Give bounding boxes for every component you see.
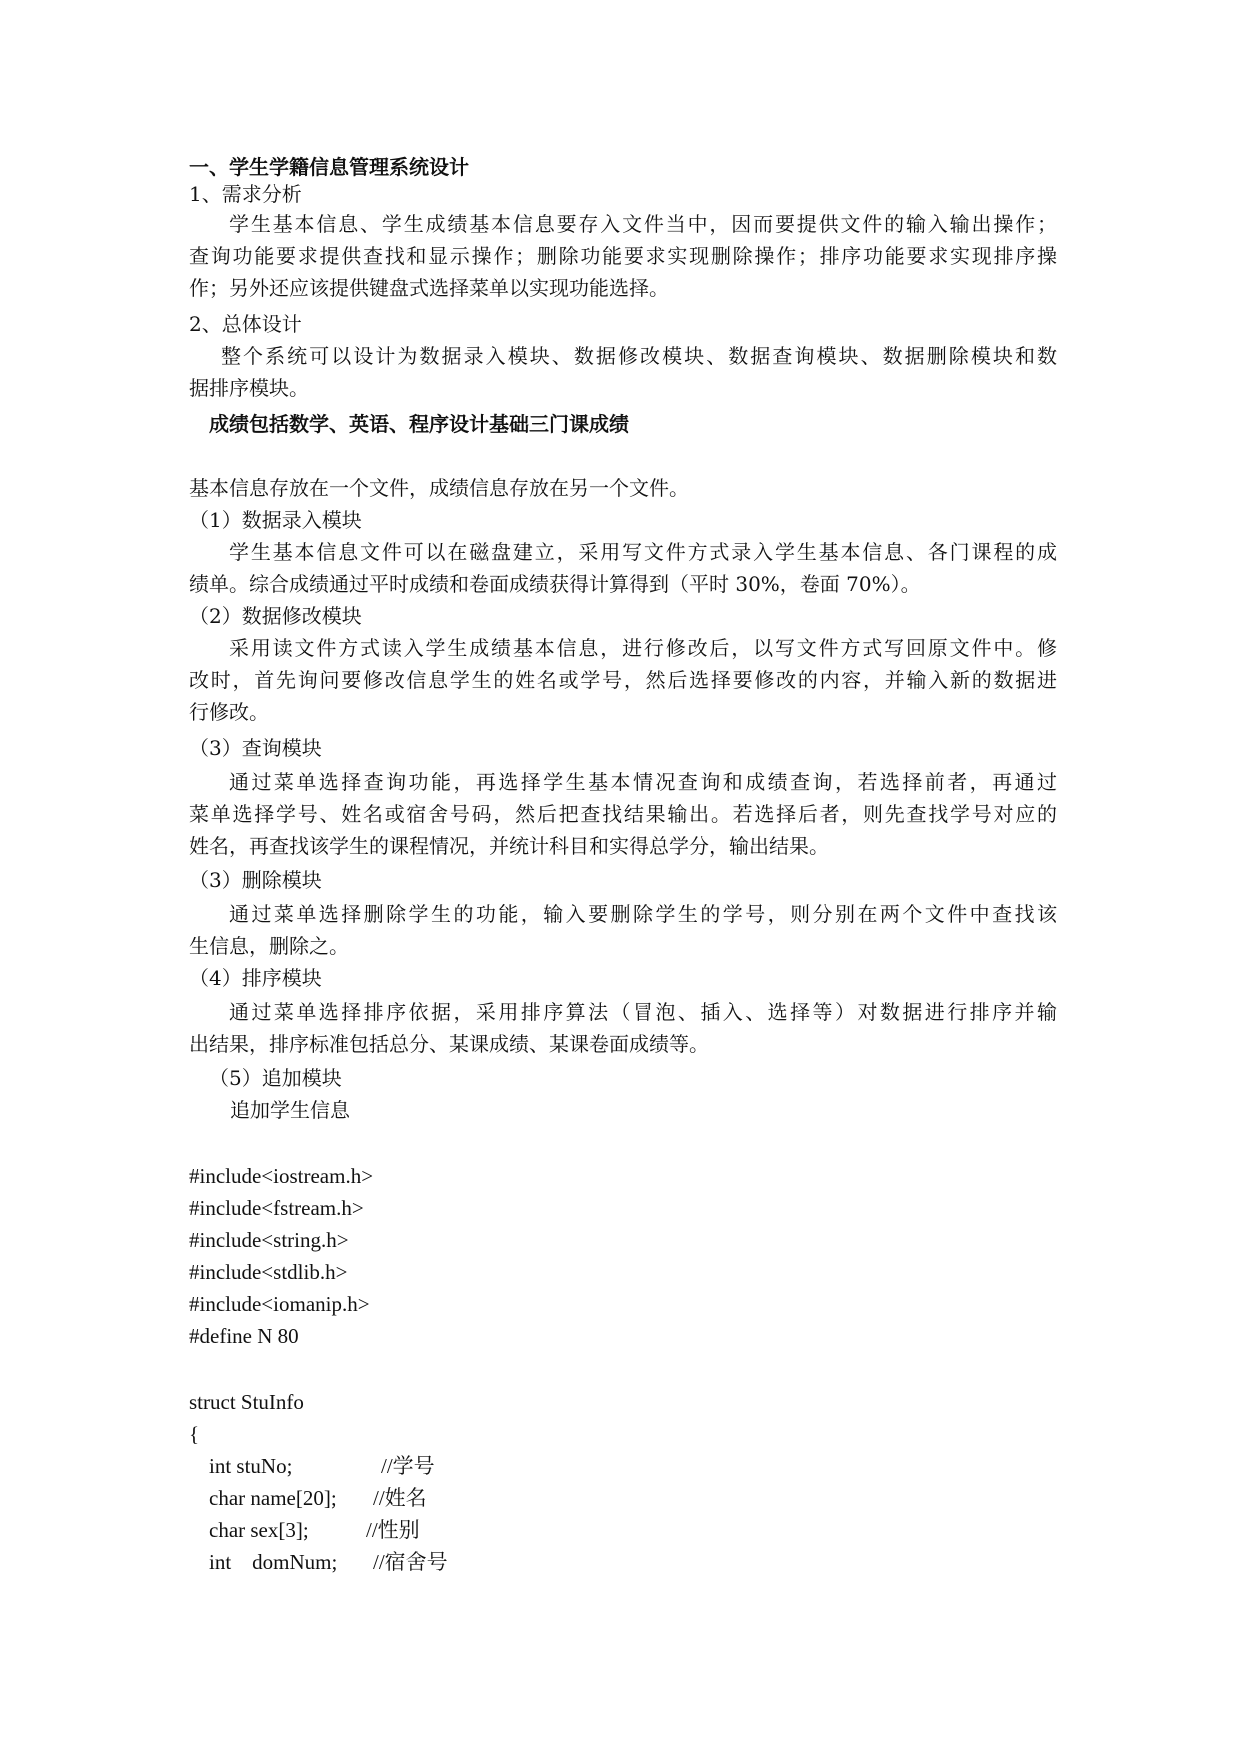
code-include-line: #include<string.h> bbox=[189, 1228, 349, 1252]
code-include-line: #include<stdlib.h> bbox=[189, 1260, 348, 1284]
paragraph-line: 学生基本信息、学生成绩基本信息要存入文件当中，因而要提供文件的输入输出操作； bbox=[229, 212, 1057, 236]
code-field-comment: //性别 bbox=[366, 1518, 420, 1542]
paragraph-line: 菜单选择学号、姓名或宿舍号码，然后把查找结果输出。若选择后者，则先查找学号对应的 bbox=[189, 802, 1057, 826]
paragraph-line: 据排序模块。 bbox=[189, 376, 309, 400]
paragraph-line: 行修改。 bbox=[189, 700, 269, 724]
module-heading-sort: （4）排序模块 bbox=[189, 966, 322, 990]
module-heading-query: （3）查询模块 bbox=[189, 736, 322, 760]
section-heading-requirements: 1、需求分析 bbox=[189, 182, 302, 206]
code-struct-declaration: struct StuInfo bbox=[189, 1390, 304, 1414]
grades-note: 成绩包括数学、英语、程序设计基础三门课成绩 bbox=[209, 412, 629, 436]
paragraph-line: 改时，首先询问要修改信息学生的姓名或学号，然后选择要修改的内容，并输入新的数据进 bbox=[189, 668, 1057, 692]
code-include-line: #include<iomanip.h> bbox=[189, 1292, 370, 1316]
code-field-declaration: char sex[3]; bbox=[209, 1518, 309, 1542]
storage-note: 基本信息存放在一个文件，成绩信息存放在另一个文件。 bbox=[189, 476, 689, 500]
module-heading-data-modify: （2）数据修改模块 bbox=[189, 604, 362, 628]
code-field-comment: //宿舍号 bbox=[373, 1550, 448, 1574]
paragraph-line: 学生基本信息文件可以在磁盘建立，采用写文件方式录入学生基本信息、各门课程的成 bbox=[229, 540, 1057, 564]
code-define-line: #define N 80 bbox=[189, 1324, 299, 1348]
module-heading-data-entry: （1）数据录入模块 bbox=[189, 508, 362, 532]
code-field-declaration: int stuNo; bbox=[209, 1454, 293, 1478]
module-heading-append: （5）追加模块 bbox=[209, 1066, 342, 1090]
code-field-line bbox=[209, 1514, 420, 1546]
code-open-brace: { bbox=[189, 1422, 200, 1446]
paragraph-line: 查询功能要求提供查找和显示操作；删除功能要求实现删除操作；排序功能要求实现排序操 bbox=[189, 244, 1057, 268]
code-field-line bbox=[209, 1546, 448, 1578]
paragraph-line: 追加学生信息 bbox=[230, 1098, 350, 1122]
paragraph-line: 出结果，排序标准包括总分、某课成绩、某课卷面成绩等。 bbox=[189, 1032, 709, 1056]
code-include-line: #include<iostream.h> bbox=[189, 1164, 374, 1188]
paragraph-line: 通过菜单选择排序依据，采用排序算法（冒泡、插入、选择等）对数据进行排序并输 bbox=[229, 1000, 1057, 1024]
paragraph-line: 采用读文件方式读入学生成绩基本信息，进行修改后，以写文件方式写回原文件中。修 bbox=[229, 636, 1057, 660]
paragraph-line: 生信息，删除之。 bbox=[189, 934, 349, 958]
paragraph-line: 绩单。综合成绩通过平时成绩和卷面成绩获得计算得到（平时 30%，卷面 70%）。 bbox=[189, 572, 921, 596]
code-include-line: #include<fstream.h> bbox=[189, 1196, 364, 1220]
paragraph-line: 作；另外还应该提供键盘式选择菜单以实现功能选择。 bbox=[189, 276, 669, 300]
paragraph-line: 通过菜单选择查询功能，再选择学生基本情况查询和成绩查询，若选择前者，再通过 bbox=[229, 770, 1057, 794]
code-field-comment: //学号 bbox=[381, 1454, 435, 1478]
code-field-comment: //姓名 bbox=[373, 1486, 427, 1510]
document-title: 一、学生学籍信息管理系统设计 bbox=[189, 155, 469, 179]
code-field-line bbox=[209, 1482, 427, 1514]
paragraph-line: 姓名，再查找该学生的课程情况，并统计科目和实得总学分，输出结果。 bbox=[189, 834, 829, 858]
code-field-line bbox=[209, 1450, 435, 1482]
paragraph-line: 整个系统可以设计为数据录入模块、数据修改模块、数据查询模块、数据删除模块和数 bbox=[221, 344, 1057, 368]
section-heading-overall-design: 2、总体设计 bbox=[189, 312, 302, 336]
code-field-declaration: int domNum; bbox=[209, 1550, 338, 1574]
module-heading-delete: （3）删除模块 bbox=[189, 868, 322, 892]
code-field-declaration: char name[20]; bbox=[209, 1486, 337, 1510]
paragraph-line: 通过菜单选择删除学生的功能，输入要删除学生的学号，则分别在两个文件中查找该 bbox=[229, 902, 1057, 926]
